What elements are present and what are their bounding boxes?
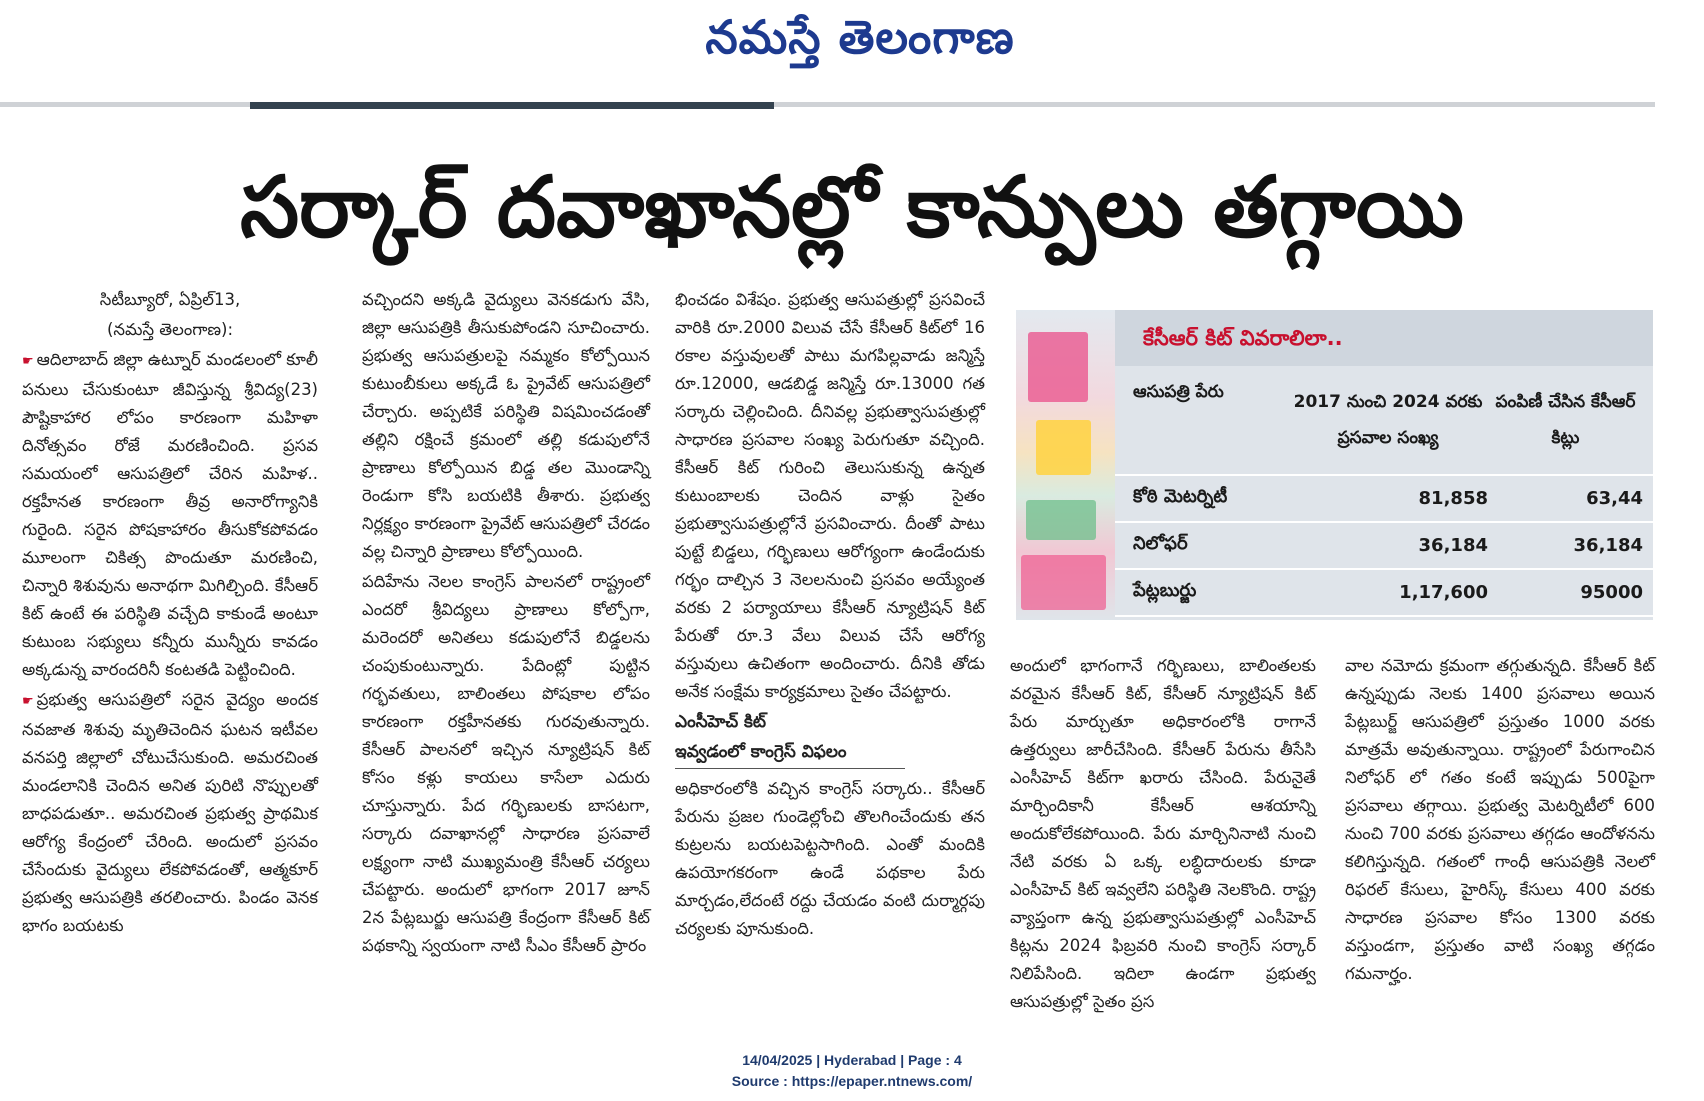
kits-count: 36,184	[1573, 535, 1643, 556]
hospital-name: నిలోఫర్	[1133, 533, 1188, 554]
kits-count: 63,44	[1586, 488, 1643, 509]
paragraph: అందులో భాగంగానే గర్భిణులు, బాలింతలకు వరమైన కేసీఆర్ కిట్, కేసీఆర్ న్యూట్రిషన్ కిట్ పేరు మార్చుతూ అధికారంలోకి రాగానే ఉత్తర్వులు జారీచేసింది. కేసీఆర్ పేరును తీసేసి ఎంసీహెచ్ కిట్‌గా ఖరారు చేసింది. పేరునైతే మార్చిందికానీ కేసీఆర్ ఆశయాన్ని అందుకోలేకపోయింది. పేరు మార్చినినాటి నుంచి నేటి వరకు ఏ ఒక్క లబ్ధిదారులకు కూడా ఎంసీహెచ్ కిట్ ఇవ్వలేని పరిస్థితి నెలకొంది. రాష్ట్ర వ్యాప్తంగా ఉన్న ప్రభుత్వాసుపత్రుల్లో ఎంసీహెచ్ కిట్లను 2024 ఫిబ్రవరి నుంచి కాంగ్రెస్ సర్కార్ నిలిపేసింది. ఇదిలా ఉండగా ప్రభుత్వ ఆసుపత్రుల్లో సైతం ప్రస	[1010, 656, 1316, 1011]
table-header-row	[1115, 366, 1653, 476]
paragraph: పదిహేను నెలల కాంగ్రెస్ పాలనలో రాష్ట్రంలో ఎందరో శ్రీవిద్యలు ప్రాణాలు కోల్పోగా, మరెందరో అనితలు కడుపులోనే బిడ్డలను చంపుకుంటున్నారు. పేదింట్లో పుట్టిన గర్భవతులు, బాలింతలు పోషకాల లోపం కారణంగా రక్తహీనతకు గురవుతున్నారు. కేసీఆర్ పాలనలో ఇచ్చిన న్యూట్రిషన్ కిట్ కోసం కళ్లు కాయలు కాసేలా ఎదురు చూస్తున్నారు. పేద గర్భిణులకు బాసటగా, సర్కారు దవాఖానల్లో సాధారణ ప్రసవాలే లక్ష్యంగా నాటి ముఖ్యమంత్రి కేసీఆర్ చర్యలు చేపట్టారు. అందులో భాగంగా 2017 జూన్ 2న పేట్లబుర్జు ఆసుపత్రి కేంద్రంగా కేసీఆర్ కిట్ పథకాన్ని స్వయంగా నాటి సీఎం కేసీఆర్ ప్రారం	[362, 572, 650, 955]
paragraph: వచ్చిందని అక్కడి వైద్యులు వెనకడుగు వేసి, జిల్లా ఆసుపత్రికి తీసుకుపోండని సూచించారు. ప్రభుత్వ ఆసుపత్రులపై నమ్మకం కోల్పోయిన కుటుంబీకులు అక్కడే ఓ ప్రైవేట్ ఆసుపత్రిలో చేర్చారు. అప్పటికే పరిస్థితి విషమించడంతో తల్లిని రక్షించే క్రమంలో తల్లి కడుపులోనే ప్రాణాలు కోల్పోయిన బిడ్డ తల మొండాన్ని రెండుగా కోసి బయటికి తీశారు. ప్రభుత్వ నిర్లక్ష్యం కారణంగా ప్రైవేట్ ఆసుపత్రిలో చేరడం వల్ల చిన్నారి ప్రాణాలు కోల్పోయింది.	[362, 290, 650, 561]
column-header-hospital: ఆసుపత్రి పేరు	[1133, 382, 1224, 402]
kits-count: 95000	[1580, 582, 1643, 603]
dateline-line-2: (నమస్తే తెలంగాణ):	[106, 320, 234, 339]
subheading-line-1: ఎంసీహెచ్ కిట్	[675, 712, 767, 732]
page-footer	[0, 1050, 1704, 1092]
paragraph: అధికారంలోకి వచ్చిన కాంగ్రెస్ సర్కారు.. కేసీఆర్ పేరును ప్రజల గుండెల్లోంచి తొలగించేందుకు తన కుట్రలను బయటపెట్టసాగింది. ఎంతో మందికి ఉపయోగకరంగా ఉండే పథకాల పేరు మార్చడం,లేదంటే రద్దు చేయడం వంటి దుర్మార్గపు చర్యలకు పూనుకుంది.	[675, 779, 985, 938]
kit-stats-table	[1115, 310, 1653, 620]
paragraph: ☛ ప్రభుత్వ ఆసుపత్రిలో సరైన వైద్యం అందక నవజాత శిశువు మృతిచెందిన ఘటన ఇటీవల వనపర్తి జిల్లాలో చోటుచేసుకుంది. అమరచింత మండలానికి చెందిన అనిత పురిటి నొప్పులతో బాధపడుతూ.. అమరచింత ప్రభుత్వ ప్రాథమిక ఆరోగ్య కేంద్రంలో చేరింది. అందులో ప్రసవం చేసేందుకు వైద్యులు లేకపోవడంతో, ఆత్మకూర్ ప్రభుత్వ ఆసుపత్రికి తరలించారు. పిండం వెనక భాగం బయటకు	[22, 686, 318, 940]
masthead-divider	[0, 102, 1655, 107]
paragraph: వాల నమోదు క్రమంగా తగ్గుతున్నది. కేసీఆర్ కిట్ ఉన్నప్పుడు నెలకు 1400 ప్రసవాలు అయిన పేట్లబుర్జ్ ఆసుపత్రిలో ప్రస్తుతం 1000 వరకు మాత్రమే అవుతున్నాయి. రాష్ట్రంలో పేరుగాంచిన నిలోఫర్ లో గతం కంటే ఇప్పుడు 500పైగా ప్రసవాలు తగ్గాయి. ప్రభుత్వ మెటర్నిటీలో 600 నుంచి 700 వరకు ప్రసవాలు తగ్గడం ఆందోళనను కలిగిస్తున్నది. గతంలో గాంధీ ఆసుపత్రికి నెలలో రిఫరల్ కేసులు, హైరిస్క్ కేసులు 400 వరకు సాధారణ ప్రసవాల కోసం 1300 వరకు వస్తుండగా, ప్రస్తుతం వాటి సంఖ్య తగ్గడం గమనార్హం.	[1345, 656, 1655, 983]
kit-photo	[1016, 310, 1115, 620]
kit-item-shape	[1028, 332, 1088, 402]
kit-item-shape	[1026, 500, 1096, 540]
kit-item-shape	[1021, 555, 1106, 610]
masthead-accent-bar	[250, 102, 774, 109]
article-column-1	[22, 286, 318, 1006]
article-column-2	[362, 286, 650, 1006]
column-header-kits: పంపిణీ చేసిన కేసీఆర్ కిట్లు	[1495, 392, 1636, 448]
footer-date-location: 14/04/2025 | Hyderabad | Page : 4	[742, 1052, 962, 1068]
footer-source: Source : https://epaper.ntnews.com/	[731, 1073, 973, 1089]
subheading-line-2: ఇవ్వడంలో కాంగ్రెస్ విఫలం	[675, 742, 847, 762]
page-headline: సర్కార్ దవాఖానల్లో కాన్పులు తగ్గాయి	[240, 158, 1464, 256]
hospital-name: పేట్లబుర్జు	[1133, 580, 1197, 601]
paragraph: ☛ ఆదిలాబాద్ జిల్లా ఉట్నూర్ మండలంలో కూలీ పనులు చేసుకుంటూ జీవిస్తున్న శ్రీవిద్య(23) పౌష్టికాహార లోపం కారణంగా మహిళా దినోత్సవం రోజే మరణించింది. ప్రసవ సమయంలో ఆసుపత్రిలో చేరిన మహిళ.. రక్తహీనత కారణంగా తీవ్ర అనారోగ్యానికి గురైంది. సరైన పోషకాహారం తీసుకోకపోవడం మూలంగా చికిత్స పొందుతూ మరణించి, చిన్నారి శిశువును అనాథగా మిగిల్చింది. కేసీఆర్ కిట్ ఉంటే ఈ పరిస్థితి వచ్చేది కాకుండే అంటూ కుటుంబ సభ్యులు కన్నీరు మున్నీరు కావడం అక్కడున్న వారందరినీ కంటతడి పెట్టించింది.	[22, 346, 318, 684]
kcr-kit-infobox	[1016, 310, 1653, 620]
dateline-line-1: సిటీబ్యూరో, ఏప్రిల్13,	[99, 290, 241, 309]
table-row	[1115, 570, 1653, 617]
births-count: 81,858	[1418, 488, 1488, 509]
births-count: 36,184	[1418, 535, 1488, 556]
table-row	[1115, 523, 1653, 570]
masthead-logo: నమస్తే తెలంగాణ	[705, 10, 1015, 64]
kit-item-shape	[1036, 420, 1091, 475]
infobox-title: కేసీఆర్ కిట్ వివరాలిలా..	[1115, 310, 1653, 366]
births-count: 1,17,600	[1399, 582, 1488, 603]
article-column-4	[1010, 652, 1316, 1012]
article-column-5	[1345, 652, 1655, 1012]
article-column-3	[675, 286, 985, 1006]
table-row	[1115, 476, 1653, 523]
subheading-underline	[675, 768, 905, 769]
paragraph: భించడం విశేషం. ప్రభుత్వ ఆసుపత్రుల్లో ప్రసవించే వారికి రూ.2000 విలువ చేసే కేసీఆర్ కిట్‌లో 16 రకాల వస్తువులతో పాటు మగపిల్లవాడు జన్మిస్తే రూ.12000, ఆడబిడ్డ జన్మిస్తే రూ.13000 గత సర్కారు చెల్లించింది. దీనివల్ల ప్రభుత్వాసుపత్రుల్లో సాధారణ ప్రసవాల సంఖ్య పెరుగుతూ వచ్చింది. కేసీఆర్ కిట్ గురించి తెలుసుకున్న ఉన్నత కుటుంబాలకు చెందిన వాళ్లు సైతం ప్రభుత్వాసుపత్రుల్లోనే ప్రసవించారు. దీంతో పాటు పుట్టే బిడ్డలు, గర్భిణులు ఆరోగ్యంగా ఉండేందుకు గర్భం దాల్చిన 3 నెలలనుంచి ప్రసవం అయ్యేంత వరకు 2 పర్యాయాలు కేసీఆర్ న్యూట్రిషన్ కిట్ పేరుతో రూ.3 వేలు విలువ చేసే ఆరోగ్య వస్తువులు ఉచితంగా అందించారు. దీనికి తోడు అనేక సంక్షేమ కార్యక్రమాలు సైతం చేపట్టారు.	[675, 290, 985, 701]
column-header-births: 2017 నుంచి 2024 వరకు ప్రసవాల సంఖ్య	[1293, 392, 1483, 448]
hospital-name: కోఠి మెటర్నిటీ	[1133, 486, 1228, 507]
